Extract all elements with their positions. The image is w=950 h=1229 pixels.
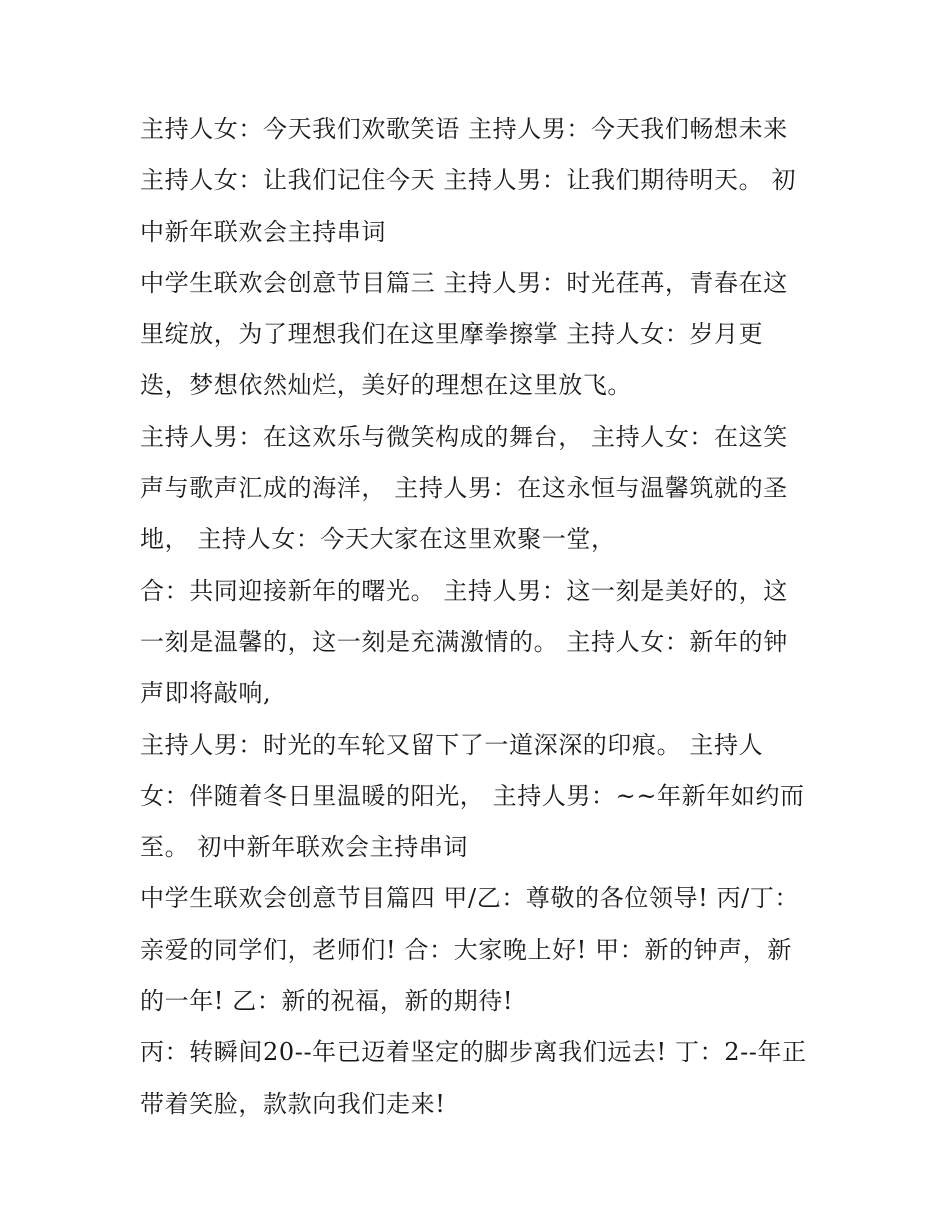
text-line: 声与歌声汇成的海洋， 主持人男：在这永恒与温馨筑就的圣 [140,474,788,503]
text-line: 主持人女：今天我们欢歌笑语 主持人男：今天我们畅想未来 [140,115,788,143]
text-line: 迭，梦想依然灿烂，美好的理想在这里放飞。 [140,371,632,400]
text-line: 一刻是温馨的，这一刻是充满激情的。 主持人女：新年的钟 [140,627,788,656]
text-line: 里绽放，为了理想我们在这里摩拳擦掌 主持人女：岁月更 [140,320,764,349]
text-line: 主持人女：让我们记住今天 主持人男：让我们期待明天。 初 [140,166,797,195]
text-line: 主持人男：时光的车轮又留下了一道深深的印痕。 主持人 [140,730,764,759]
text-line: 声即将敲响, [140,679,272,708]
text-line: 至。 初中新年联欢会主持串词 [140,833,469,862]
text-line: 主持人男：在这欢乐与微笑构成的舞台， 主持人女：在这笑 [140,422,788,451]
document-page [140,104,820,1130]
text-line: 女：伴随着冬日里温暖的阳光， 主持人男：~~年新年如约而 [140,781,805,810]
text-line: 带着笑脸，款款向我们走来! [140,1089,446,1118]
text-line: 地， 主持人女：今天大家在这里欢聚一堂， [140,525,616,554]
text-line: 的一年! 乙：新的祝福，新的期待! [140,987,514,1016]
text-line: 合：共同迎接新年的曙光。 主持人男：这一刻是美好的，这 [140,576,788,605]
text-line: 丙：转瞬间20--年已迈着坚定的脚步离我们远去! 丁：2--年正 [140,1038,807,1067]
text-line: 中学生联欢会创意节目篇三 主持人男：时光荏苒，青春在这 [140,268,788,297]
text-line: 中新年联欢会主持串词 [140,217,386,246]
text-line: 中学生联欢会创意节目篇四 甲/乙：尊敬的各位领导! 丙/丁： [140,884,800,913]
text-line: 亲爱的同学们，老师们! 合：大家晚上好! 甲：新的钟声，新 [140,935,792,964]
